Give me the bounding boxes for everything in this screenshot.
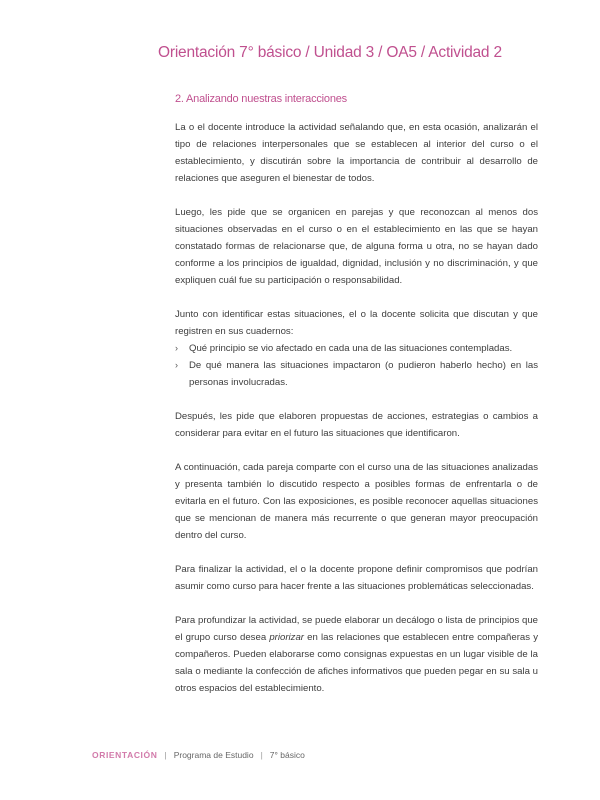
footer-program: Programa de Estudio	[173, 750, 254, 760]
paragraph-deepen	[175, 612, 538, 697]
paragraph-deepen-part1: Para profundizar la actividad, se puede elaborar un decálogo o lista de principios que el grupo curso desea	[175, 615, 538, 643]
list-item	[175, 340, 538, 357]
paragraph-register: Junto con identificar estas situaciones, el o la docente solicita que discutan y que registren en sus cuadernos:	[175, 309, 538, 337]
paragraph-commitments: Para finalizar la actividad, el o la docente propone definir compromisos que podrían asumir como curso para hacer frente a las situaciones problemáticas seleccionadas.	[175, 564, 538, 592]
footer-separator: |	[260, 750, 263, 760]
chevron-right-icon: ›	[175, 360, 178, 370]
footer-separator: |	[164, 750, 167, 760]
section-title: 2. Analizando nuestras interacciones	[175, 93, 347, 105]
paragraph-deepen-part2: en las relaciones que establecen entre compañeras y compañeros. Pueden elaborarse como consignas expuestas en un lugar visible de la sala o mediante la confección de afiches informativos que pueden pegar en su sala u otros espacios del establecimiento.	[175, 632, 539, 694]
bullet-list	[175, 340, 538, 391]
footer-grade: 7° básico	[269, 750, 305, 760]
list-item	[175, 357, 538, 391]
paragraph-sharing: A continuación, cada pareja comparte con el curso una de las situaciones analizadas y presenta también lo discutido respecto a posibles formas de enfrentarla o de evitarla en el futuro. Con las exposiciones, es posible reconocer aquellas situaciones que se mencionan de manera más recurrente o que generan mayor preocupación dentro del curso.	[175, 462, 538, 541]
paragraph-pairs: Luego, les pide que se organicen en parejas y que reconozcan al menos dos situaciones observadas en el curso o en el establecimiento en las que se hayan constatado formas de relacionarse que, de alguna forma u otra, no se hayan dado conforme a los principios de igualdad, dignidad, inclusión y no discriminación, y que expliquen cuál fue su participación o responsabilidad.	[175, 207, 538, 286]
footer-brand: ORIENTACIÓN	[92, 750, 158, 760]
activity-content	[175, 119, 538, 714]
paragraph-deepen-italic: priorizar	[269, 632, 304, 643]
page-footer	[92, 750, 305, 760]
paragraph-intro: La o el docente introduce la actividad señalando que, en esta ocasión, analizarán el tipo de relaciones interpersonales que se establecen al interior del curso o el establecimiento, y discutirán sobre la importancia de contribuir al desarrollo de relaciones que aseguren el bienestar de todos.	[175, 122, 538, 184]
list-item-text: Qué principio se vio afectado en cada una de las situaciones contempladas.	[189, 343, 513, 354]
chevron-right-icon: ›	[175, 343, 178, 353]
list-item-text: De qué manera las situaciones impactaron (o pudieron haberlo hecho) en las personas involucradas.	[189, 360, 538, 388]
paragraph-proposals: Después, les pide que elaboren propuestas de acciones, estrategias o cambios a considerar para evitar en el futuro las situaciones que identificaron.	[175, 411, 538, 439]
page-header-title: Orientación 7° básico / Unidad 3 / OA5 / Actividad 2	[158, 44, 502, 61]
